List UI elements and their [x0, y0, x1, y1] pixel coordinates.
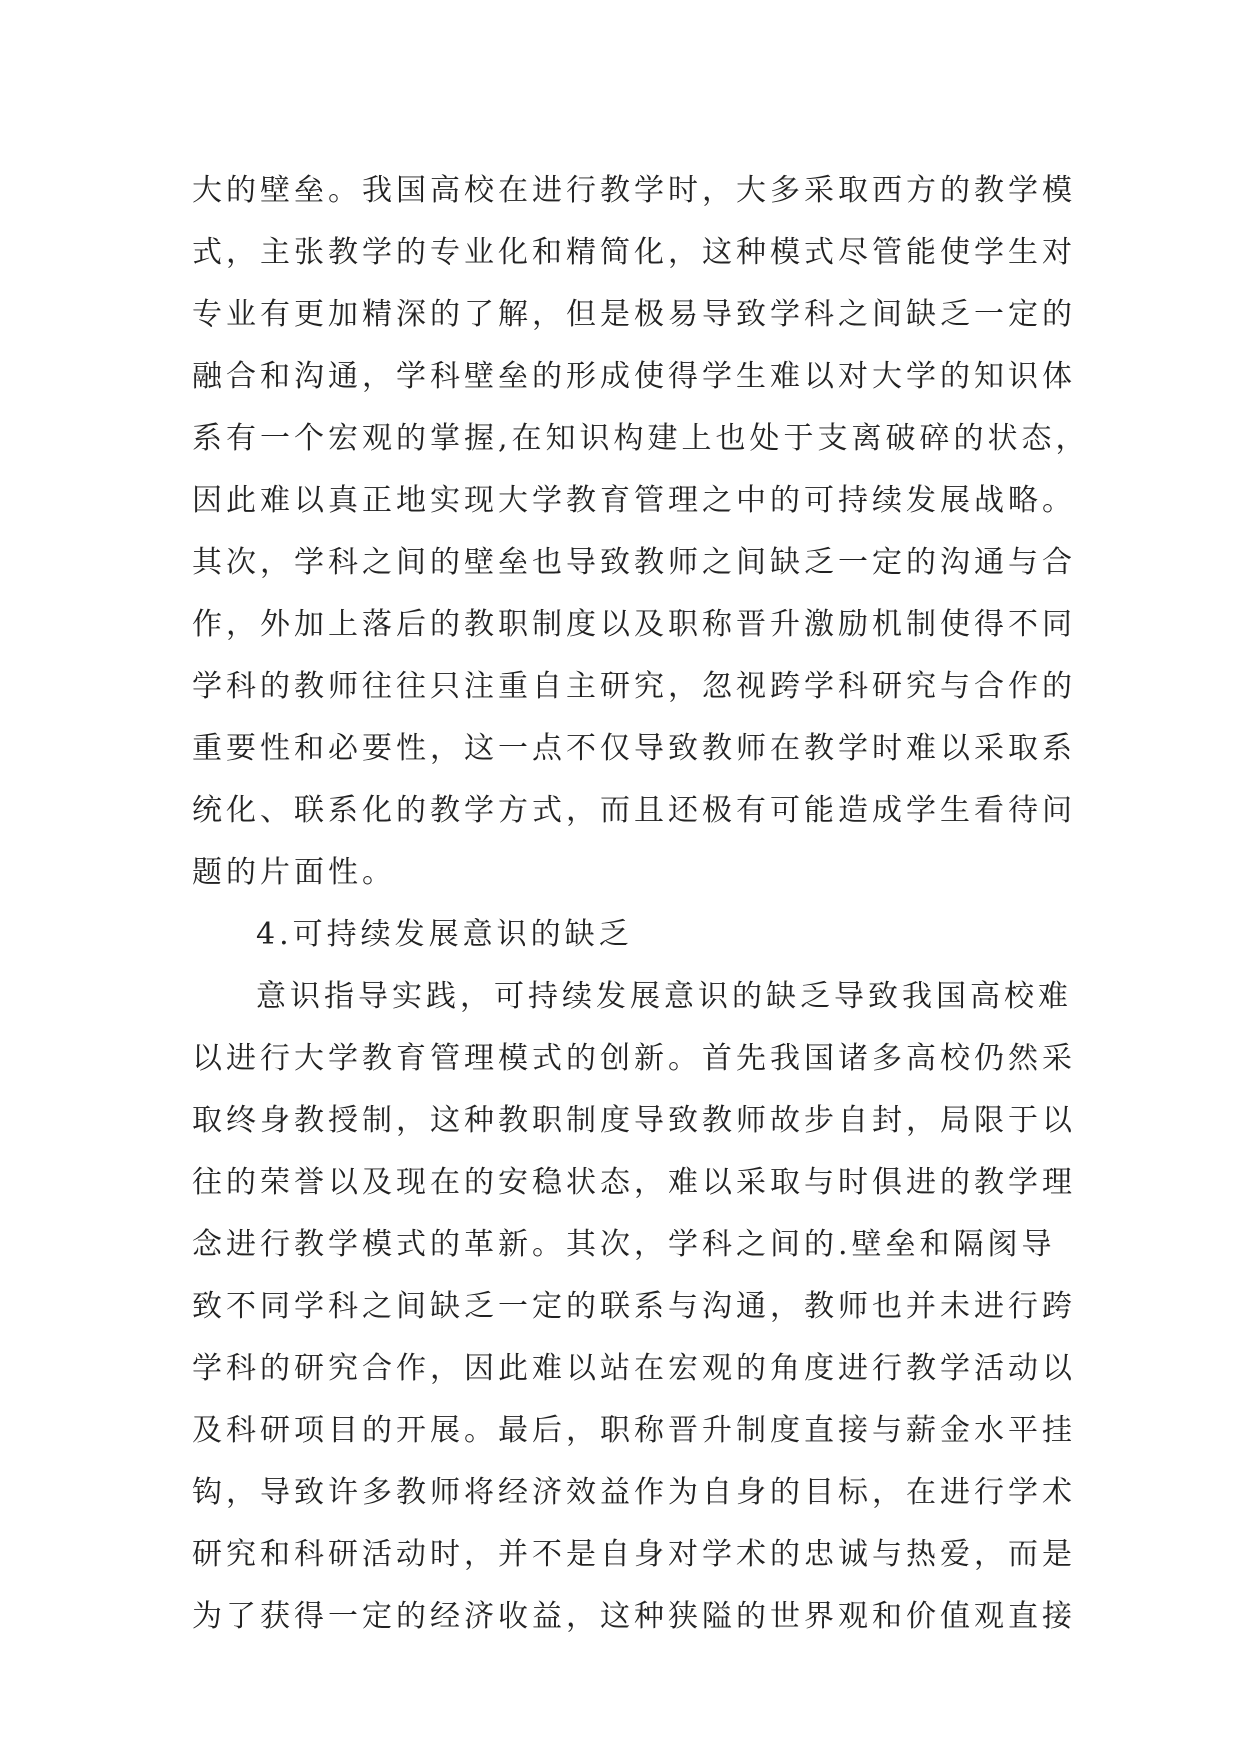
- text-line: 其次，学科之间的壁垒也导致教师之间缺乏一定的沟通与合: [192, 545, 1076, 580]
- text-line: 系有一个宏观的掌握,在知识构建上也处于支离破碎的状态，: [192, 421, 1090, 456]
- text-line: 统化、联系化的教学方式，而且还极有可能造成学生看待问: [192, 793, 1076, 828]
- text-line: 取终身教授制，这种教职制度导致教师故步自封，局限于以: [192, 1103, 1076, 1138]
- text-line: 研究和科研活动时，并不是自身对学术的忠诚与热爱，而是: [192, 1537, 1076, 1572]
- text-line: 往的荣誉以及现在的安稳状态，难以采取与时俱进的教学理: [192, 1165, 1076, 1200]
- body-text: [192, 160, 1090, 1648]
- text-line: 作，外加上落后的教职制度以及职称晋升激励机制使得不同: [192, 607, 1076, 642]
- text-line: 式，主张教学的专业化和精简化，这种模式尽管能使学生对: [192, 235, 1076, 270]
- text-line: 以进行大学教育管理模式的创新。首先我国诸多高校仍然采: [192, 1041, 1076, 1076]
- text-line: 融合和沟通，学科壁垒的形成使得学生难以对大学的知识体: [192, 359, 1076, 394]
- text-line: 意识指导实践，可持续发展意识的缺乏导致我国高校难: [256, 979, 1072, 1014]
- text-line: 念进行教学模式的革新。其次，学科之间的.壁垒和隔阂导: [192, 1227, 1056, 1262]
- text-line: 学科的研究合作，因此难以站在宏观的角度进行教学活动以: [192, 1351, 1076, 1386]
- section-heading: 4.可持续发展意识的缺乏: [256, 917, 633, 952]
- text-line: 题的片面性。: [192, 855, 396, 890]
- text-line: 大的壁垒。我国高校在进行教学时，大多采取西方的教学模: [192, 173, 1076, 208]
- text-line: 为了获得一定的经济收益，这种狭隘的世界观和价值观直接: [192, 1599, 1076, 1634]
- text-line: 重要性和必要性，这一点不仅导致教师在教学时难以采取系: [192, 731, 1076, 766]
- text-line: 因此难以真正地实现大学教育管理之中的可持续发展战略。: [192, 483, 1076, 518]
- text-line: 钩，导致许多教师将经济效益作为自身的目标，在进行学术: [192, 1475, 1076, 1510]
- text-line: 及科研项目的开展。最后，职称晋升制度直接与薪金水平挂: [192, 1413, 1076, 1448]
- text-line: 学科的教师往往只注重自主研究，忽视跨学科研究与合作的: [192, 669, 1076, 704]
- text-line: 专业有更加精深的了解，但是极易导致学科之间缺乏一定的: [192, 297, 1076, 332]
- text-line: 致不同学科之间缺乏一定的联系与沟通，教师也并未进行跨: [192, 1289, 1076, 1324]
